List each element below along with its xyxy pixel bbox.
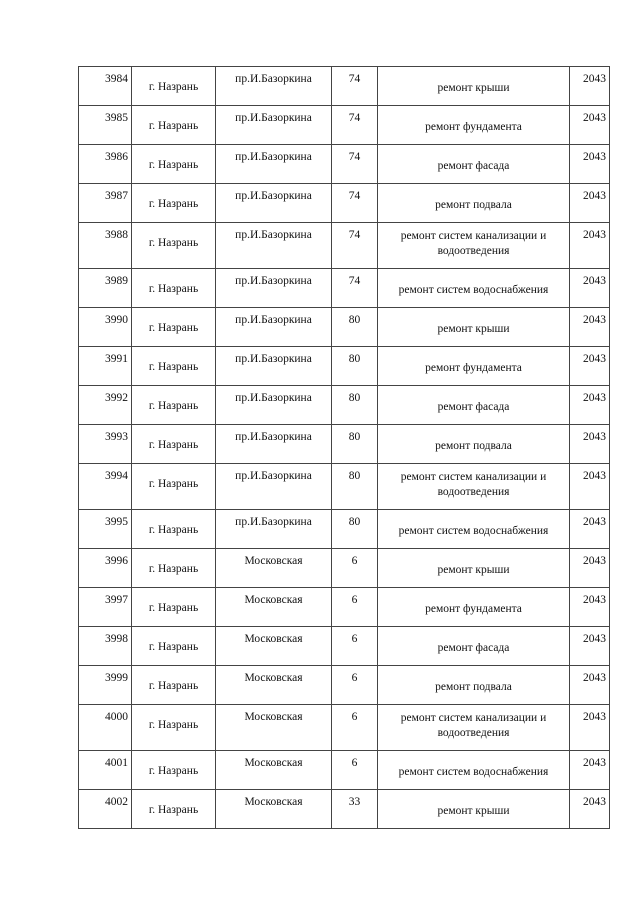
city-cell: г. Назрань — [132, 549, 216, 588]
year-cell: 2043 — [570, 705, 610, 751]
table-row — [79, 627, 610, 666]
work-type: ремонт систем канализации и водоотведения — [378, 464, 570, 510]
street-cell: Московская — [216, 751, 332, 790]
year-cell: 2043 — [570, 269, 610, 308]
year-cell: 2043 — [570, 751, 610, 790]
street-cell: Московская — [216, 549, 332, 588]
work-type: ремонт подвала — [378, 666, 570, 705]
row-number: 3990 — [79, 308, 132, 347]
work-type: ремонт систем канализации и водоотведения — [378, 223, 570, 269]
table-row — [79, 425, 610, 464]
table-row — [79, 308, 610, 347]
street-cell: пр.И.Базоркина — [216, 347, 332, 386]
row-number: 3988 — [79, 223, 132, 269]
table-row — [79, 145, 610, 184]
city-cell: г. Назрань — [132, 308, 216, 347]
row-number: 3989 — [79, 269, 132, 308]
house-number: 6 — [332, 549, 378, 588]
work-type: ремонт крыши — [378, 308, 570, 347]
row-number: 3986 — [79, 145, 132, 184]
city-cell: г. Назрань — [132, 269, 216, 308]
house-number: 80 — [332, 464, 378, 510]
house-number: 74 — [332, 145, 378, 184]
table-row — [79, 67, 610, 106]
street-cell: пр.И.Базоркина — [216, 386, 332, 425]
year-cell: 2043 — [570, 510, 610, 549]
house-number: 80 — [332, 308, 378, 347]
table-row — [79, 347, 610, 386]
work-type: ремонт крыши — [378, 67, 570, 106]
city-cell: г. Назрань — [132, 223, 216, 269]
city-cell: г. Назрань — [132, 106, 216, 145]
table-row — [79, 549, 610, 588]
table-row — [79, 666, 610, 705]
city-cell: г. Назрань — [132, 666, 216, 705]
city-cell: г. Назрань — [132, 386, 216, 425]
house-number: 6 — [332, 751, 378, 790]
row-number: 3998 — [79, 627, 132, 666]
row-number: 3997 — [79, 588, 132, 627]
year-cell: 2043 — [570, 308, 610, 347]
row-number: 3992 — [79, 386, 132, 425]
house-number: 74 — [332, 67, 378, 106]
row-number: 4000 — [79, 705, 132, 751]
work-type: ремонт систем канализации и водоотведения — [378, 705, 570, 751]
row-number: 3996 — [79, 549, 132, 588]
city-cell: г. Назрань — [132, 510, 216, 549]
street-cell: пр.И.Базоркина — [216, 145, 332, 184]
year-cell: 2043 — [570, 184, 610, 223]
street-cell: пр.И.Базоркина — [216, 425, 332, 464]
house-number: 6 — [332, 705, 378, 751]
year-cell: 2043 — [570, 790, 610, 829]
year-cell: 2043 — [570, 67, 610, 106]
city-cell: г. Назрань — [132, 347, 216, 386]
house-number: 74 — [332, 269, 378, 308]
row-number: 3994 — [79, 464, 132, 510]
city-cell: г. Назрань — [132, 67, 216, 106]
house-number: 6 — [332, 666, 378, 705]
year-cell: 2043 — [570, 386, 610, 425]
street-cell: пр.И.Базоркина — [216, 184, 332, 223]
street-cell: пр.И.Базоркина — [216, 223, 332, 269]
house-number: 6 — [332, 588, 378, 627]
table-row — [79, 106, 610, 145]
city-cell: г. Назрань — [132, 751, 216, 790]
year-cell: 2043 — [570, 627, 610, 666]
street-cell: пр.И.Базоркина — [216, 308, 332, 347]
year-cell: 2043 — [570, 588, 610, 627]
year-cell: 2043 — [570, 347, 610, 386]
work-type: ремонт подвала — [378, 184, 570, 223]
street-cell: Московская — [216, 705, 332, 751]
house-number: 80 — [332, 510, 378, 549]
city-cell: г. Назрань — [132, 425, 216, 464]
work-type: ремонт крыши — [378, 549, 570, 588]
street-cell: Московская — [216, 627, 332, 666]
street-cell: Московская — [216, 790, 332, 829]
house-number: 74 — [332, 223, 378, 269]
house-number: 33 — [332, 790, 378, 829]
table-row — [79, 184, 610, 223]
house-number: 74 — [332, 106, 378, 145]
year-cell: 2043 — [570, 666, 610, 705]
street-cell: Московская — [216, 588, 332, 627]
house-number: 74 — [332, 184, 378, 223]
row-number: 4002 — [79, 790, 132, 829]
row-number: 3993 — [79, 425, 132, 464]
repair-schedule-table — [78, 66, 610, 829]
house-number: 80 — [332, 386, 378, 425]
table-row — [79, 464, 610, 510]
table-row — [79, 751, 610, 790]
work-type: ремонт систем водоснабжения — [378, 510, 570, 549]
row-number: 3995 — [79, 510, 132, 549]
row-number: 3984 — [79, 67, 132, 106]
street-cell: пр.И.Базоркина — [216, 67, 332, 106]
work-type: ремонт фасада — [378, 627, 570, 666]
city-cell: г. Назрань — [132, 145, 216, 184]
work-type: ремонт фундамента — [378, 106, 570, 145]
work-type: ремонт систем водоснабжения — [378, 269, 570, 308]
row-number: 3991 — [79, 347, 132, 386]
row-number: 4001 — [79, 751, 132, 790]
table-row — [79, 790, 610, 829]
street-cell: пр.И.Базоркина — [216, 269, 332, 308]
city-cell: г. Назрань — [132, 588, 216, 627]
year-cell: 2043 — [570, 549, 610, 588]
house-number: 80 — [332, 425, 378, 464]
table-row — [79, 223, 610, 269]
work-type: ремонт фундамента — [378, 347, 570, 386]
city-cell: г. Назрань — [132, 464, 216, 510]
work-type: ремонт фасада — [378, 386, 570, 425]
city-cell: г. Назрань — [132, 627, 216, 666]
row-number: 3987 — [79, 184, 132, 223]
city-cell: г. Назрань — [132, 705, 216, 751]
street-cell: Московская — [216, 666, 332, 705]
row-number: 3999 — [79, 666, 132, 705]
year-cell: 2043 — [570, 464, 610, 510]
table-row — [79, 269, 610, 308]
table-row — [79, 588, 610, 627]
year-cell: 2043 — [570, 145, 610, 184]
work-type: ремонт подвала — [378, 425, 570, 464]
city-cell: г. Назрань — [132, 184, 216, 223]
table-row — [79, 510, 610, 549]
row-number: 3985 — [79, 106, 132, 145]
year-cell: 2043 — [570, 425, 610, 464]
city-cell: г. Назрань — [132, 790, 216, 829]
house-number: 80 — [332, 347, 378, 386]
work-type: ремонт систем водоснабжения — [378, 751, 570, 790]
table-row — [79, 386, 610, 425]
year-cell: 2043 — [570, 223, 610, 269]
street-cell: пр.И.Базоркина — [216, 464, 332, 510]
work-type: ремонт фасада — [378, 145, 570, 184]
table-row — [79, 705, 610, 751]
street-cell: пр.И.Базоркина — [216, 510, 332, 549]
work-type: ремонт фундамента — [378, 588, 570, 627]
year-cell: 2043 — [570, 106, 610, 145]
house-number: 6 — [332, 627, 378, 666]
street-cell: пр.И.Базоркина — [216, 106, 332, 145]
work-type: ремонт крыши — [378, 790, 570, 829]
